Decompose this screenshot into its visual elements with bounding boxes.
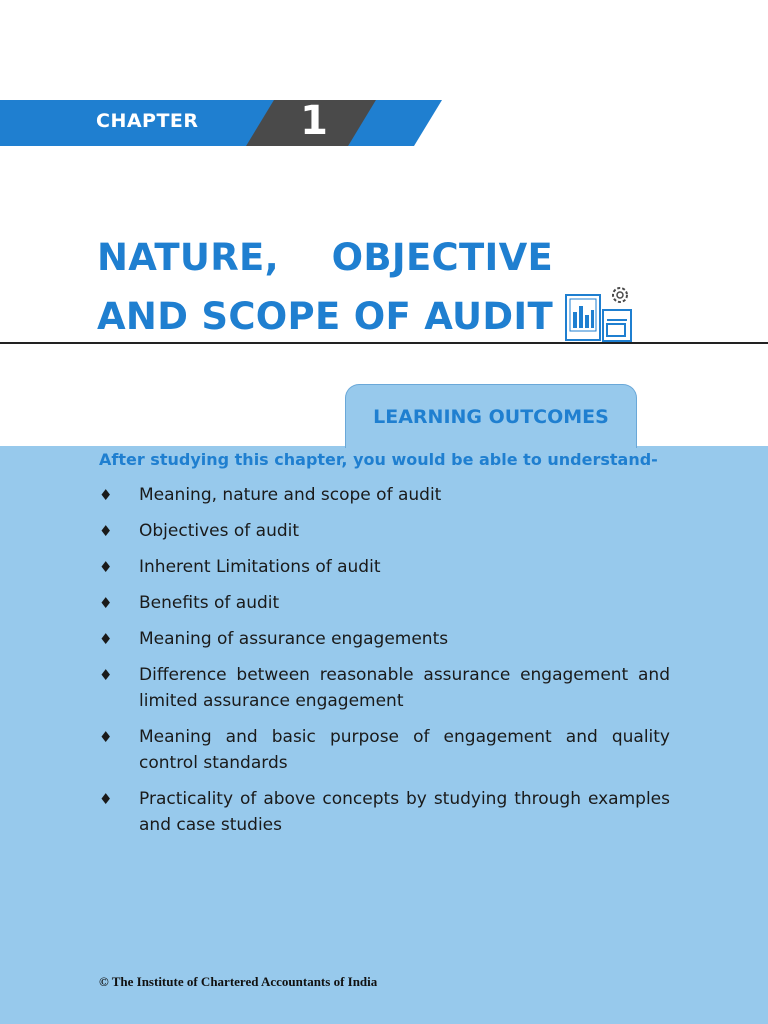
list-item-text: Inherent Limitations of audit xyxy=(139,557,381,577)
learning-outcomes-heading: LEARNING OUTCOMES xyxy=(373,406,609,428)
list-item xyxy=(99,626,670,652)
learning-outcomes-list xyxy=(99,482,670,848)
list-item xyxy=(99,662,670,714)
list-item-text: Meaning and basic purpose of engagement and quality control standards xyxy=(139,727,670,773)
diamond-bullet-icon: ♦ xyxy=(99,594,113,612)
diamond-bullet-icon: ♦ xyxy=(99,558,113,576)
list-item-text: Meaning, nature and scope of audit xyxy=(139,485,442,505)
list-item-text: Practicality of above concepts by studying through examples and case studies xyxy=(139,789,670,835)
chapter-label: CHAPTER xyxy=(96,110,199,132)
list-item xyxy=(99,518,670,544)
diamond-bullet-icon: ♦ xyxy=(99,486,113,504)
diamond-bullet-icon: ♦ xyxy=(99,790,113,808)
chapter-title-line1: NATURE, OBJECTIVE xyxy=(97,236,554,279)
list-item xyxy=(99,786,670,838)
learning-outcomes-intro: After studying this chapter, you would be able to understand- xyxy=(99,450,658,469)
list-item-text: Objectives of audit xyxy=(139,521,300,541)
list-item xyxy=(99,482,670,508)
list-item-text: Difference between reasonable assurance engagement and limited assurance engagement xyxy=(139,665,670,711)
title-divider xyxy=(0,342,768,344)
diamond-bullet-icon: ♦ xyxy=(99,728,113,746)
list-item-text: Benefits of audit xyxy=(139,593,280,613)
list-item-text: Meaning of assurance engagements xyxy=(139,629,449,649)
document-chart-gear-icon xyxy=(563,282,637,344)
copyright-footer: © The Institute of Chartered Accountants of India xyxy=(99,974,378,989)
chapter-title-line2: AND SCOPE OF AUDIT xyxy=(97,295,553,338)
diamond-bullet-icon: ♦ xyxy=(99,522,113,540)
chapter-banner xyxy=(0,100,442,146)
list-item xyxy=(99,554,670,580)
diamond-bullet-icon: ♦ xyxy=(99,666,113,684)
list-item xyxy=(99,724,670,776)
diamond-bullet-icon: ♦ xyxy=(99,630,113,648)
chapter-number: 1 xyxy=(300,98,328,144)
list-item xyxy=(99,590,670,616)
